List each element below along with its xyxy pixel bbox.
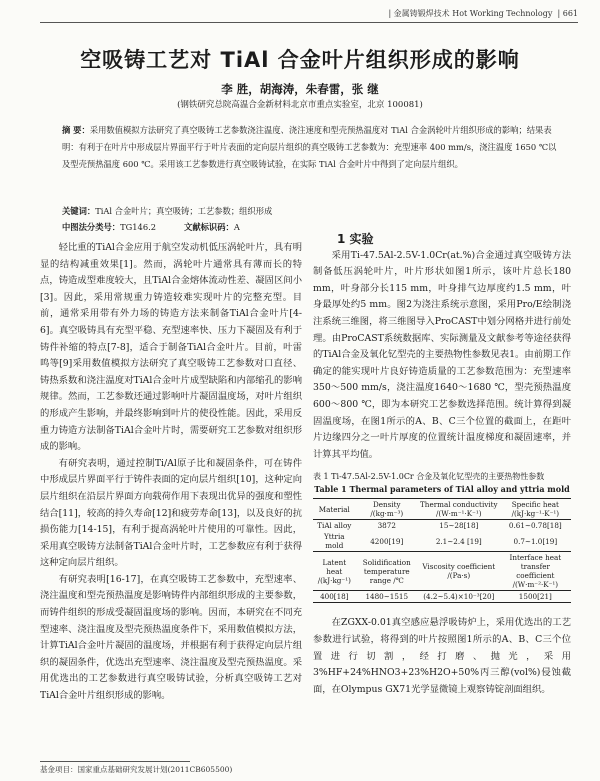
table-row [313,591,571,603]
table-cell: 0.61~0.78[18] [508,521,562,531]
table-cell: 1500[21] [518,592,552,602]
running-header [388,8,578,19]
table-header-cell: Specific heat /(kJ·kg⁻¹·K⁻¹) [511,500,560,519]
experiment-paragraph: 采用Ti-47.5Al-2.5V-1.0Cr(at.%)合金通过真空吸铸方法制备低压涡轮叶片，叶片形状如图1所示，该叶片总长180 mm，叶身部分长115 mm，叶身排气边厚度约1.5 mm，叶身最厚处约5 mm。图2为浇注系统示意图，采用Pro/E绘制浇注系统三维图，将三维图导入ProCAST中划分网格并进行前处理。由ProCAST系统数据库、实际测量及文献参考等途径获得的TiAl合金及氧化钇型壳的主要热物性参数见表1。由前期工作确定的能实现叶片良好铸造质量的工艺参数范围为：充型速率350～500 mm/s，浇注温度1640～1680 ℃，型壳预热温度600～800 ℃，即为本研究工艺参数选择范围。统计算得到凝固温度场，在图1所示的A、B、C三个位置的截面上，在距叶片边缘四分之一叶片厚度的位置统计温度梯度和凝固速率，并计算其平均值。 [313,249,571,460]
intro-paragraph: 有研究表明[16-17]，在真空吸铸工艺参数中，充型速率、浇注温度和型壳预热温度是影响铸件内部组织形成的主要参数，而铸件组织的形成受凝固温度场的影响。因而，本研究在不同充型速率、浇注温度及型壳预热温度条件下，采用数值模拟方法，计算TiAl合金叶片凝固的温度场，并根据有利于获得定向层片组织的凝固条件，优选出充型速率、浇注温度及型壳预热温度。采用优选出的工艺参数进行真空吸铸试验，分析真空吸铸工艺对TiAl合金叶片组织形成的影响。 [40,573,302,702]
table-row [313,520,571,532]
section-heading: 1 实验 [337,232,374,246]
table-cell: 15~28[18] [439,521,479,531]
table-cell: TiAl alloy [317,521,352,531]
table-header-cell: Interface heat transfer coefficient /(W·m⁻²·K⁻¹) [509,553,562,590]
abstract-text: 采用数值模拟方法研究了真空吸铸工艺参数浇注温度、浇注速度和型壳预热温度对 TiAl 合金涡轮叶片组织形成的影响；结果表明：有利于在叶片中形成层片界面平行于叶片表面的定向层片组织的真空吸铸工艺参数为：充型速率 400 mm/s，浇注温度 1650 ℃以及型壳预热温度 600 ℃。采用该工艺参数进行真空吸铸试验，在实际 TiAl 合金叶片中得到了定向层片组织。 [62,125,557,169]
footnote-rule [40,761,190,762]
table-caption-en: Table 1 Thermal parameters of TiAl alloy and yttria mold [314,484,570,495]
table-header-cell: Solidification temperature range /℃ [362,557,411,585]
paper-authors: 李 胜，胡海涛，朱春雷，张 继 [221,82,379,96]
doc-code-value: A [233,222,240,232]
table-cell: 2.1~2.4 [19] [435,536,482,546]
keywords-label: 关键词： [62,206,96,216]
intro-paragraph: 轻比重的TiAl合金应用于航空发动机低压涡轮叶片，具有明显的结构减重效果[1]。然而，涡轮叶片通常具有薄而长的特点，铸造成型难度较大，且TiAl合金熔体流动性差、凝固区间小[3]。因此，采用常规重力铸造较难实现叶片的完整充型。目前，通常采用带有外力场的铸造方法来制备TiAl合金叶片[4-6]。真空吸铸具有充型平稳、充型速率快、压力下凝固及有利于铸件补缩的特点[7-8]，适合于制备TiAl合金叶片。目前，叶雷鸣等[9]采用数值模拟方法研究了真空吸铸工艺参数对口直径、铸热系数和浇注温度对TiAl合金叶片成型缺陷和内部缩孔的影响规律。然而，工艺参数还通过影响叶片凝固温度场，对叶片组织的形成产生影响，并最终影响到叶片的使役性能。因此，采用反重力铸造方法制备TiAl合金叶片时，需要研究工艺参数对组织形成的影响。 [40,242,302,453]
intro-paragraph: 有研究表明，通过控制Ti/Al原子比和凝固条件，可在铸件中形成层片界面平行于铸件表面的定向层片组织[10]，这种定向层片组织在沿层片界面方向载荷作用下表现出优异的强度和塑性结合[11]，较高的持久寿命[12]和疲劳寿命[13]，以及良好的抗损伤能力[14-15]，有利于提高涡轮叶片使用的可靠性。因此，采用真空吸铸方法制备TiAl合金叶片时，工艺参数应有利于获得这种定向层片组织。 [40,457,302,569]
keywords-text: TiAl 合金叶片；真空吸铸；工艺参数；组织形成 [95,206,273,216]
header-rule [40,22,578,23]
table-header-cell: Viscosity coefficient /(Pa·s) [422,562,496,581]
table-cell: Yttria mold [324,532,345,551]
table-cell: 0.7~1.0[19] [513,536,558,546]
table-header-cell: Density /(kg·m⁻³) [370,500,404,519]
left-column [40,240,302,705]
paper-affiliation: (钢铁研究总院高温合金新材料北京市重点实验室，北京 100081) [177,100,423,110]
table-cell: 1480~1515 [365,592,409,602]
clc-label: 中图法分类号： [62,222,121,232]
table-header-cell: Thermal conductivity /(W·m⁻¹·K⁻¹) [420,500,498,519]
paper-title: 空吸铸工艺对 TiAl 合金叶片组织形成的影响 [80,48,520,72]
clc-value: TG146.2 [120,222,157,232]
table-caption-cn: 表 1 Ti-47.5Al-2.5V-1.0Cr 合金及氧化钇型壳的主要热物性参数 [313,472,545,482]
table-header-cell: Material [318,504,350,514]
abstract [62,122,560,173]
table-cell: (4.2~5.4)×10⁻³[20] [423,592,495,602]
footnote: 基金项目：国家重点基础研究发展计划(2011CB605500) [40,765,233,774]
experiment-paragraph: 在ZGXX-0.01真空感应悬浮吸铸炉上，采用优选出的工艺参数进行试验，将得到的叶片按照图1所示的A、B、C三个位置进行切割，经打磨、抛光，采用3%HF+24%HNO3+23%H2O+50%丙三醇(vol%)侵蚀截面，在Olympus GX71光学显微镜上观察铸锭剖面组织。 [313,617,571,695]
table-header-cell: Latent heat /(kJ·kg⁻¹) [317,557,351,585]
table-row [313,531,571,552]
table-cell: 3872 [377,521,396,531]
table-cell: 4200[19] [370,536,404,546]
doc-code-label: 文献标识码： [184,222,234,232]
abstract-label: 摘 要： [62,125,90,135]
table-caption [313,471,571,496]
keywords [62,205,560,217]
table-cell: 400[18] [320,592,349,602]
page-number: | 661 [557,9,578,18]
journal-name: | 金属铸锻焊技术 Hot Working Technology [388,9,553,18]
right-column [313,231,571,698]
thermal-parameters-table [313,498,571,603]
